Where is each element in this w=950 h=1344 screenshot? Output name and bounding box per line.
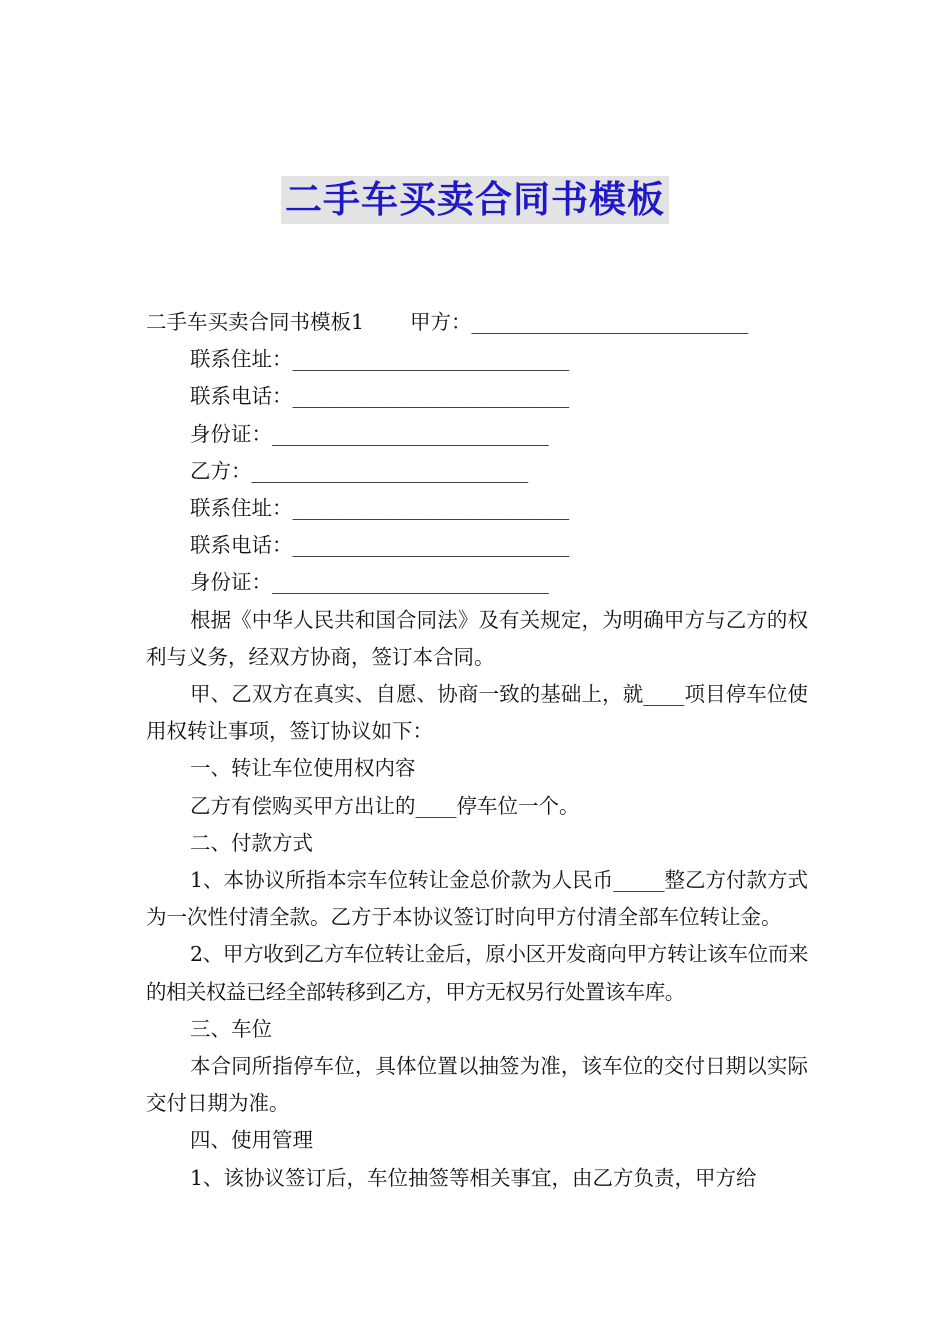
paragraph-payment-2: 2、甲方收到乙方车位转让金后，原小区开发商向甲方转让该车位而来的相关权益已经全部转移到乙方，甲方无权另行处置该车库。 <box>146 942 808 1004</box>
paragraph-parking-space: 本合同所指停车位，具体位置以抽签为准，该车位的交付日期以实际交付日期为准。 <box>146 1054 808 1116</box>
header-line <box>146 304 808 341</box>
paragraph-transfer-content: 乙方有偿购买甲方出让的____停车位一个。 <box>190 793 580 818</box>
section-heading-payment: 二、付款方式 <box>190 830 313 855</box>
paragraph-legal-basis: 根据《中华人民共和国合同法》及有关规定，为明确甲方与乙方的权利与义务，经双方协商，签订本合同。 <box>146 607 808 669</box>
section-heading-transfer: 一、转让车位使用权内容 <box>190 756 416 781</box>
party-b-id-field: 身份证：___________________________ <box>190 570 549 595</box>
document-label: 二手车买卖合同书模板1 <box>146 310 365 334</box>
paragraph-payment-1: 1、本协议所指本宗车位转让金总价款为人民币_____整乙方付款方式为一次性付清全款。乙方于本协议签订时向甲方付清全部车位转让金。 <box>146 868 808 930</box>
section-heading-parking-space: 三、车位 <box>190 1016 272 1041</box>
party-b-field: 乙方：___________________________ <box>190 458 529 483</box>
party-a-address-field: 联系住址：___________________________ <box>190 347 570 372</box>
document-body <box>146 304 808 1197</box>
document-title <box>0 176 950 224</box>
party-a-field: 甲方：___________________________ <box>410 310 749 334</box>
paragraph-agreement-intro: 甲、乙双方在真实、自愿、协商一致的基础上，就____项目停车位使用权转让事项，签订协议如下： <box>146 682 808 744</box>
party-a-id-field: 身份证：___________________________ <box>190 421 549 446</box>
party-b-phone-field: 联系电话：___________________________ <box>190 533 570 558</box>
party-b-address-field: 联系住址：___________________________ <box>190 496 570 521</box>
paragraph-usage-1: 1、该协议签订后，车位抽签等相关事宜，由乙方负责，甲方给 <box>190 1165 757 1190</box>
section-heading-usage-management: 四、使用管理 <box>190 1128 313 1153</box>
party-a-phone-field: 联系电话：___________________________ <box>190 384 570 409</box>
document-title-text: 二手车买卖合同书模板 <box>281 176 669 224</box>
